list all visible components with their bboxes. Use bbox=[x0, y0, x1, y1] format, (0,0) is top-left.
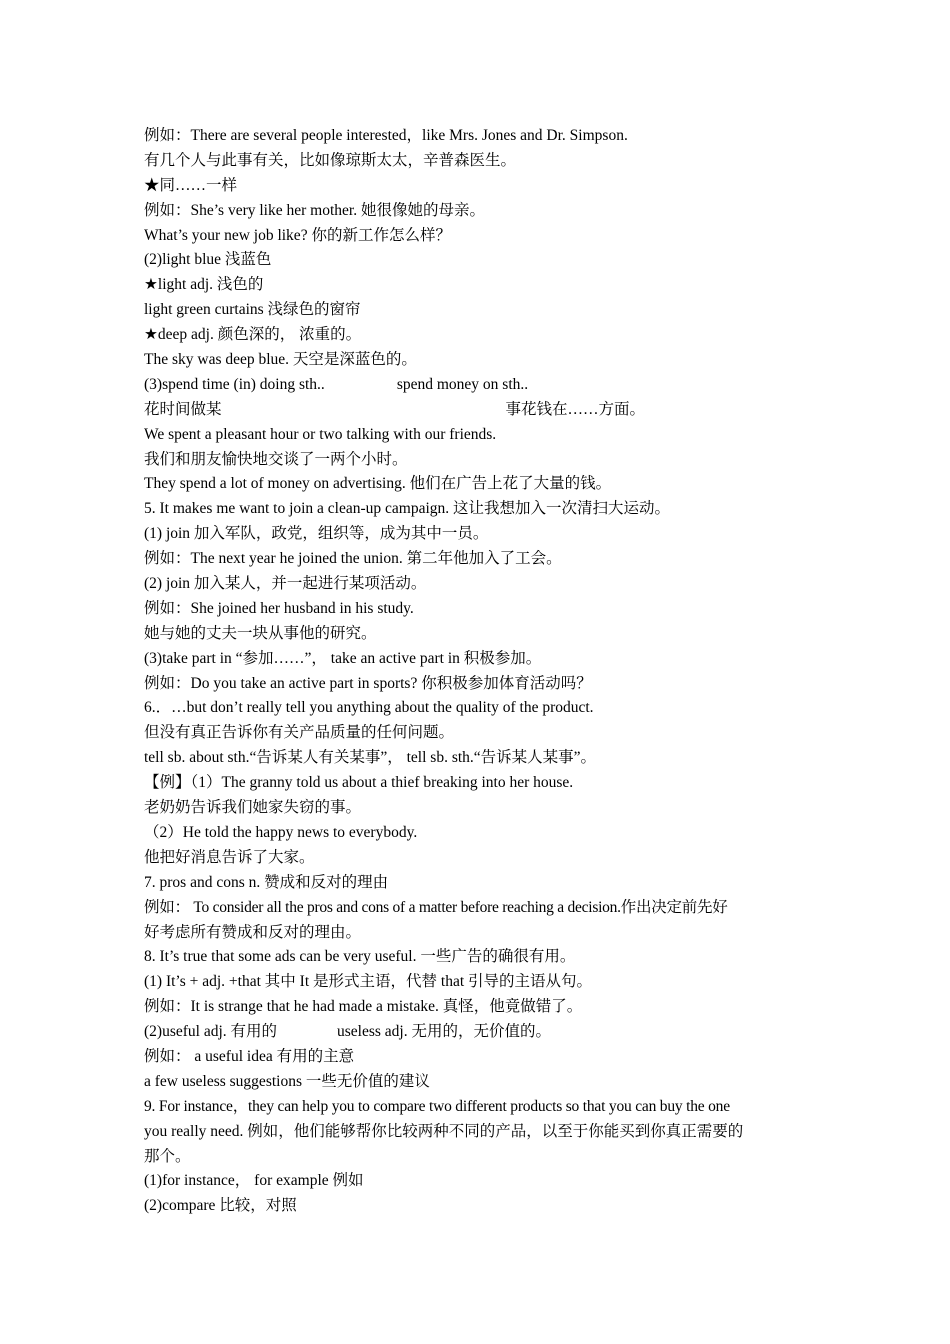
text-line: (3)take part in “参加……”， take an active part in 积极参加。 bbox=[144, 649, 542, 667]
text-line bbox=[144, 398, 810, 423]
text-line: 例如： To consider all the pros and cons of a matter before reaching a decision.作出决定前先好 bbox=[144, 898, 728, 916]
text-line: （2）He told the happy news to everybody. bbox=[144, 823, 418, 841]
text-line: tell sb. about sth.“告诉某人有关某事”， tell sb. sth.“告诉某人某事”。 bbox=[144, 749, 597, 767]
text-line: 例如：The next year he joined the union. 第二年他加入了工会。 bbox=[144, 550, 562, 568]
text-line: The sky was deep blue. 天空是深蓝色的。 bbox=[144, 351, 417, 369]
text-line: What’s your new job like? 你的新工作怎么样？ bbox=[144, 226, 451, 244]
text-line: (2) join 加入某人，并一起进行某项活动。 bbox=[144, 575, 427, 593]
text-line: ★light adj. 浅色的 bbox=[144, 276, 264, 294]
text-line: a few useless suggestions 一些无价值的建议 bbox=[144, 1072, 430, 1090]
text-line: They spend a lot of money on advertising. 他们在广告上花了大量的钱。 bbox=[144, 475, 612, 493]
text-line bbox=[144, 373, 810, 398]
text-line: 7. pros and cons n. 赞成和反对的理由 bbox=[144, 873, 389, 891]
text-line: We spent a pleasant hour or two talking with our friends. bbox=[144, 425, 497, 443]
text-line: 例如：She joined her husband in his study. bbox=[144, 599, 414, 617]
text-segment: 事花钱在……方面。 bbox=[505, 400, 646, 418]
text-line: 【例】（1）The granny told us about a thief breaking into her house. bbox=[144, 774, 574, 792]
text-line: you really need. 例如，他们能够帮你比较两种不同的产品，以至于你能买到你真正需要的 bbox=[144, 1122, 744, 1140]
text-line bbox=[144, 1020, 810, 1045]
text-line: 8. It’s true that some ads can be very useful. 一些广告的确很有用。 bbox=[144, 948, 576, 966]
text-line: 例如：She’s very like her mother. 她很像她的母亲。 bbox=[144, 201, 485, 219]
text-segment: spend money on sth.. bbox=[396, 375, 529, 393]
text-segment: (2)useful adj. 有用的 bbox=[144, 1023, 278, 1041]
text-line: 但没有真正告诉你有关产品质量的任何问题。 bbox=[144, 724, 455, 742]
text-line: 我们和朋友愉快地交谈了一两个小时。 bbox=[144, 450, 408, 468]
text-line: (1)for instance， for example 例如 bbox=[144, 1172, 364, 1190]
text-line: 9. For instance，they can help you to compare two different products so that you can buy the one bbox=[144, 1097, 730, 1115]
text-line: (1) It’s + adj. +that 其中 It 是形式主语，代替 that 引导的主语从句。 bbox=[144, 973, 593, 991]
text-segment: useless adj. 无用的，无价值的。 bbox=[337, 1023, 551, 1041]
text-line: 好考虑所有赞成和反对的理由。 bbox=[144, 923, 362, 941]
text-line: 6.．…but don’t really tell you anything about the quality of the product. bbox=[144, 699, 594, 717]
text-line: 例如：It is strange that he had made a mistake. 真怪，他竟做错了。 bbox=[144, 998, 583, 1016]
text-line: 老奶奶告诉我们她家失窃的事。 bbox=[144, 799, 362, 817]
text-line: 例如：Do you take an active part in sports? 你积极参加体育活动吗？ bbox=[144, 674, 592, 692]
text-line: ★deep adj. 颜色深的， 浓重的。 bbox=[144, 326, 362, 344]
text-segment: 花时间做某 bbox=[144, 400, 222, 418]
text-line: (2)light blue 浅蓝色 bbox=[144, 251, 272, 269]
text-line: 那个。 bbox=[144, 1147, 191, 1165]
document-body bbox=[144, 124, 810, 1219]
text-line: 例如： a useful idea 有用的主意 bbox=[144, 1047, 355, 1065]
text-line: 例如：There are several people interested，like Mrs. Jones and Dr. Simpson. bbox=[144, 127, 628, 144]
text-line: 有几个人与此事有关，比如像琼斯太太，辛普森医生。 bbox=[144, 151, 517, 169]
text-line: (2)compare 比较，对照 bbox=[144, 1197, 297, 1215]
text-segment: (3)spend time (in) doing sth.. bbox=[144, 375, 325, 393]
text-line: (1) join 加入军队，政党，组织等，成为其中一员。 bbox=[144, 525, 489, 543]
text-line: 5. It makes me want to join a clean-up campaign. 这让我想加入一次清扫大运动。 bbox=[144, 500, 671, 518]
text-line: 她与她的丈夫一块从事他的研究。 bbox=[144, 624, 377, 642]
text-line: ★同……一样 bbox=[144, 176, 238, 194]
text-line: 他把好消息告诉了大家。 bbox=[144, 848, 315, 866]
text-line: light green curtains 浅绿色的窗帘 bbox=[144, 301, 361, 319]
